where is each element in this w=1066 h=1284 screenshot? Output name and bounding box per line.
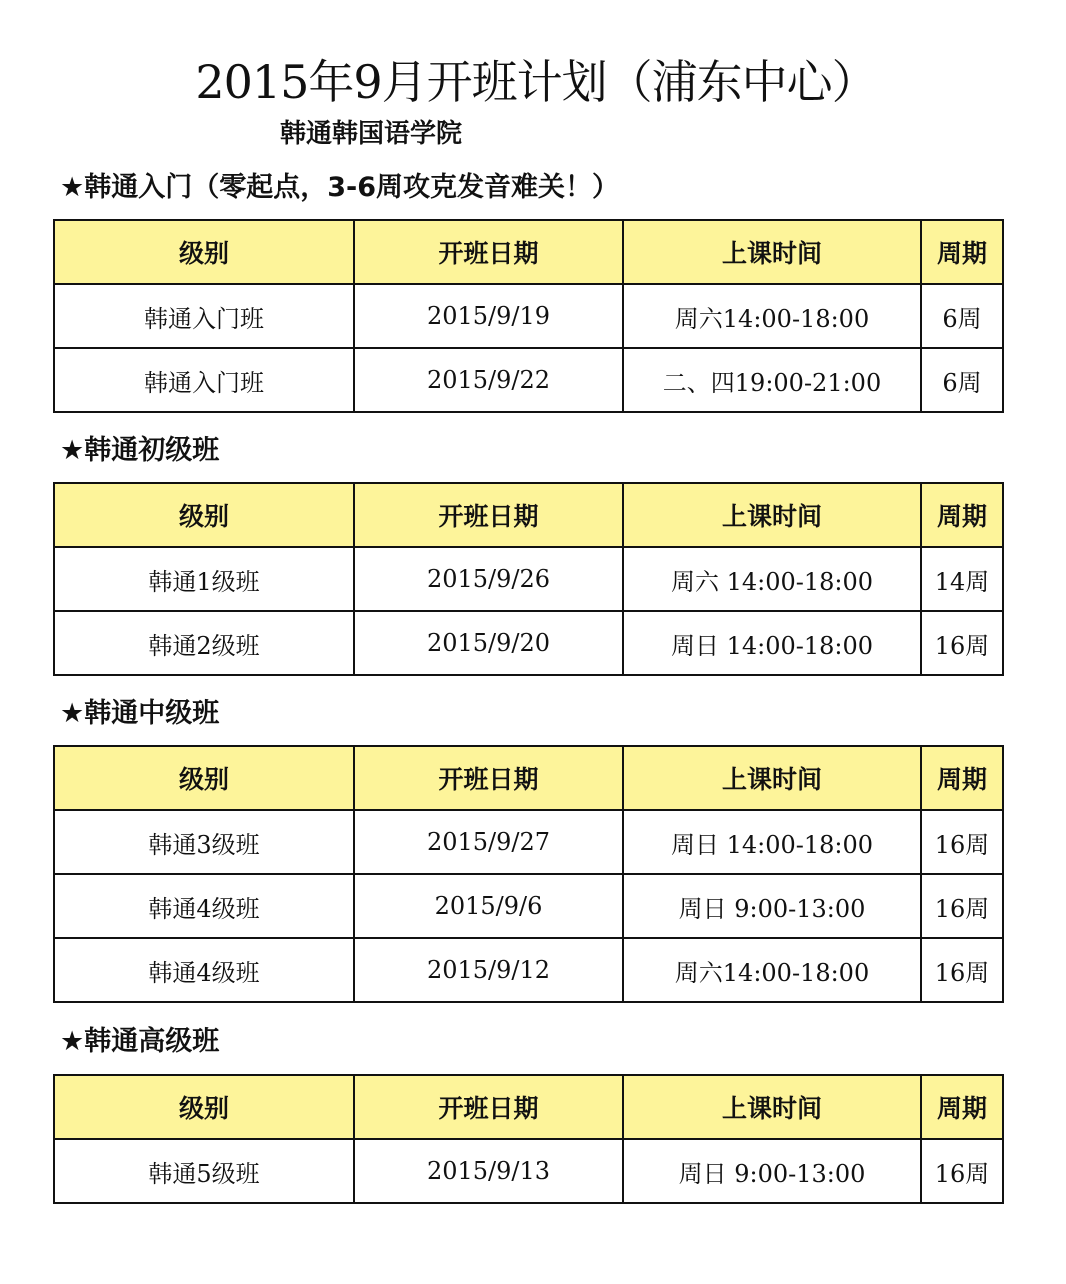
cell-start-date: 2015/9/6 <box>354 874 623 938</box>
cell-level: 韩通4级班 <box>54 874 354 938</box>
column-header-duration: 周期 <box>921 1075 1003 1139</box>
page-title: 2015年9月开班计划（浦东中心） <box>195 55 877 109</box>
table-header-row <box>54 1075 1003 1139</box>
cell-duration: 16周 <box>921 874 1003 938</box>
table-header-row <box>54 220 1003 284</box>
section-heading-intro <box>60 170 619 206</box>
column-header-duration: 周期 <box>921 483 1003 547</box>
column-header-level: 级别 <box>54 220 354 284</box>
cell-class-time: 周六14:00-18:00 <box>623 938 921 1002</box>
table-header-row <box>54 746 1003 810</box>
column-header-class-time: 上课时间 <box>623 220 921 284</box>
cell-duration: 14周 <box>921 547 1003 611</box>
section-heading-advanced <box>60 1024 219 1060</box>
cell-duration: 16周 <box>921 1139 1003 1203</box>
cell-level: 韩通4级班 <box>54 938 354 1002</box>
cell-start-date: 2015/9/12 <box>354 938 623 1002</box>
cell-duration: 6周 <box>921 284 1003 348</box>
cell-class-time: 周日 9:00-13:00 <box>623 874 921 938</box>
star-icon: ★ <box>60 698 85 729</box>
column-header-class-time: 上课时间 <box>623 746 921 810</box>
cell-start-date: 2015/9/22 <box>354 348 623 412</box>
cell-start-date: 2015/9/26 <box>354 547 623 611</box>
table-row <box>54 874 1003 938</box>
section-heading-text: 韩通初级班 <box>84 435 220 466</box>
cell-start-date: 2015/9/13 <box>354 1139 623 1203</box>
section-heading-text: 韩通高级班 <box>84 1026 220 1057</box>
cell-level: 韩通2级班 <box>54 611 354 675</box>
cell-start-date: 2015/9/27 <box>354 810 623 874</box>
cell-class-time: 周六14:00-18:00 <box>623 284 921 348</box>
table-row <box>54 1139 1003 1203</box>
table-row <box>54 284 1003 348</box>
column-header-class-time: 上课时间 <box>623 1075 921 1139</box>
table-row <box>54 938 1003 1002</box>
schedule-table-intro <box>53 219 1004 413</box>
cell-duration: 6周 <box>921 348 1003 412</box>
cell-class-time: 周日 14:00-18:00 <box>623 611 921 675</box>
cell-class-time: 周日 14:00-18:00 <box>623 810 921 874</box>
column-header-class-time: 上课时间 <box>623 483 921 547</box>
column-header-level: 级别 <box>54 1075 354 1139</box>
table-header-row <box>54 483 1003 547</box>
column-header-duration: 周期 <box>921 220 1003 284</box>
section-heading-intermediate <box>60 696 219 732</box>
cell-level: 韩通1级班 <box>54 547 354 611</box>
column-header-start-date: 开班日期 <box>354 746 623 810</box>
column-header-duration: 周期 <box>921 746 1003 810</box>
column-header-level: 级别 <box>54 483 354 547</box>
cell-level: 韩通5级班 <box>54 1139 354 1203</box>
cell-level: 韩通入门班 <box>54 348 354 412</box>
table-row <box>54 611 1003 675</box>
section-heading-text: 韩通入门（零起点，3-6周攻克发音难关！） <box>84 172 619 203</box>
institution-name: 韩通韩国语学院 <box>280 119 463 149</box>
table-row <box>54 810 1003 874</box>
cell-level: 韩通3级班 <box>54 810 354 874</box>
cell-duration: 16周 <box>921 938 1003 1002</box>
star-icon: ★ <box>60 172 85 203</box>
cell-class-time: 周六 14:00-18:00 <box>623 547 921 611</box>
schedule-table-beginner <box>53 482 1004 676</box>
star-icon: ★ <box>60 435 85 466</box>
schedule-table-advanced <box>53 1074 1004 1204</box>
star-icon: ★ <box>60 1026 85 1057</box>
cell-duration: 16周 <box>921 810 1003 874</box>
cell-start-date: 2015/9/20 <box>354 611 623 675</box>
schedule-table-intermediate <box>53 745 1004 1003</box>
column-header-start-date: 开班日期 <box>354 220 623 284</box>
column-header-start-date: 开班日期 <box>354 1075 623 1139</box>
column-header-start-date: 开班日期 <box>354 483 623 547</box>
table-row <box>54 348 1003 412</box>
section-heading-beginner <box>60 433 219 469</box>
section-heading-text: 韩通中级班 <box>84 698 220 729</box>
column-header-level: 级别 <box>54 746 354 810</box>
cell-duration: 16周 <box>921 611 1003 675</box>
table-row <box>54 547 1003 611</box>
cell-start-date: 2015/9/19 <box>354 284 623 348</box>
cell-class-time: 周日 9:00-13:00 <box>623 1139 921 1203</box>
cell-class-time: 二、四19:00-21:00 <box>623 348 921 412</box>
cell-level: 韩通入门班 <box>54 284 354 348</box>
